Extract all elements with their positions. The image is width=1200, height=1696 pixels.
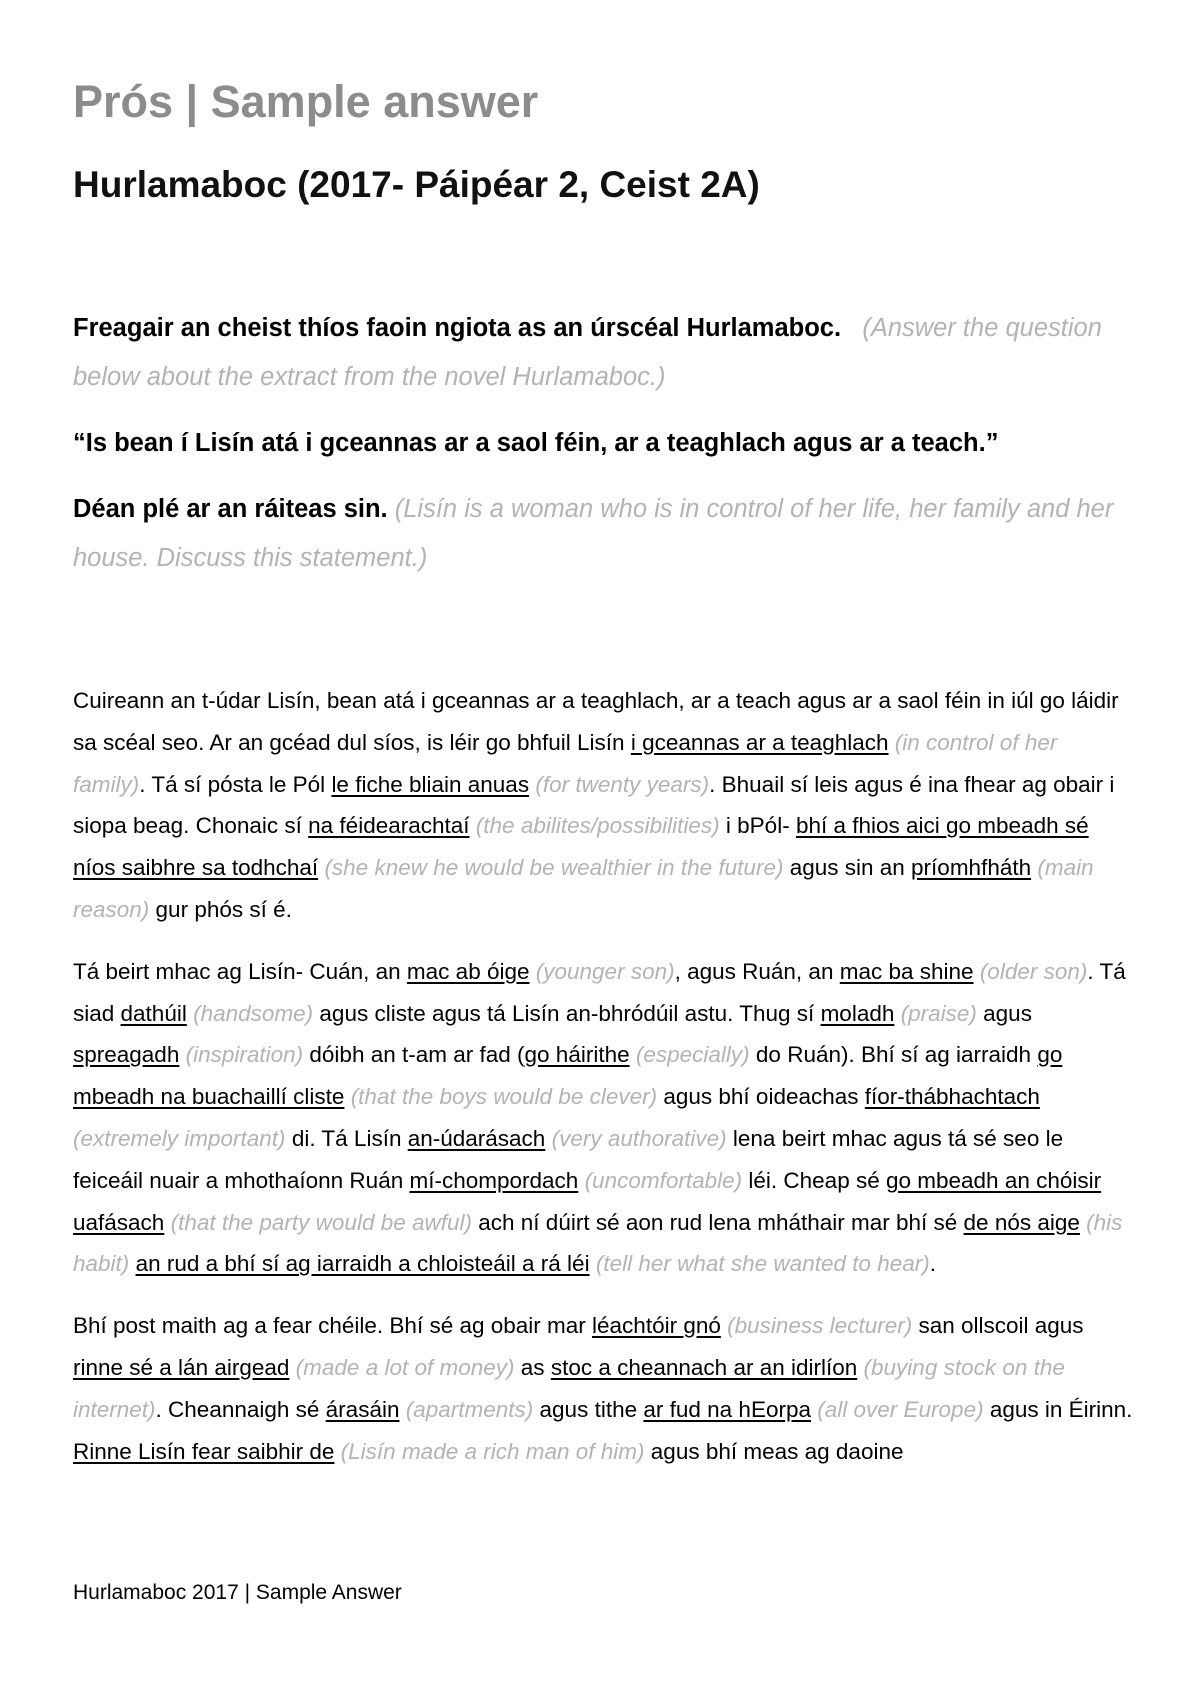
answer-text: . Tá sí pósta le Pól [139, 771, 332, 797]
answer-text: agus sin an [783, 855, 912, 881]
key-phrase: i gceannas ar a teaghlach [630, 729, 889, 755]
phrase-translation: (apartments) [405, 1396, 534, 1422]
page-footer: Hurlamaboc 2017 | Sample Answer [73, 1581, 402, 1604]
key-phrase: de nós aige [963, 1209, 1080, 1235]
answer-text: . Cheannaigh sé [155, 1396, 326, 1422]
key-phrase: mac ba shine [839, 958, 974, 984]
answer-text: san ollscoil agus [912, 1313, 1084, 1339]
phrase-translation: (business lecturer) [727, 1313, 913, 1339]
answer-text: Tá beirt mhac ag Lisín- Cuán, an [73, 958, 407, 984]
key-phrase: príomhfháth [911, 855, 1032, 881]
answer-text: agus cliste agus tá Lisín an-bhródúil astu. Thug sí [313, 1000, 821, 1026]
phrase-translation: (younger son) [535, 958, 675, 984]
key-phrase: árasáin [325, 1396, 400, 1422]
question-instruction [73, 304, 1133, 402]
phrase-translation: (made a lot of money) [295, 1354, 515, 1380]
answer-text: lena beirt mhac agus tá sé seo le feiceáil nuair a mhothaíonn Ruán [73, 1125, 1064, 1193]
key-phrase: Rinne Lisín fear saibhir de [73, 1438, 335, 1464]
answer-paragraph-2 [73, 951, 1133, 1285]
answer-text: as [514, 1354, 551, 1380]
key-phrase: moladh [820, 1000, 895, 1026]
phrase-translation: (uncomfortable) [584, 1167, 743, 1193]
key-phrase: le fiche bliain anuas [331, 771, 530, 797]
key-phrase: an rud a bhí sí ag iarraidh a chloisteáil a rá léi [135, 1251, 590, 1277]
phrase-translation: (main reason) [73, 855, 1094, 922]
answer-text: . Tá siad [73, 958, 1126, 1026]
answer-text: Cuireann an t-údar Lisín, bean atá i gceannas ar a teaghlach, ar a teach agus ar a saol féin in iúl go láidir sa scéal seo. Ar an gcéad dul síos, is léir go bhfuil Lisín [73, 688, 1119, 755]
page-content [73, 70, 1133, 1472]
phrase-translation: (tell her what she wanted to hear) [595, 1251, 930, 1277]
phrase-translation: (extremely important) [73, 1125, 286, 1151]
key-phrase: an-údarásach [407, 1125, 546, 1151]
key-phrase: bhí a fhios aici go mbeadh sé níos saibhre sa todhchaí [73, 813, 1089, 881]
page-title: Prós | Sample answer [73, 76, 539, 127]
phrase-translation: (the abilites/possibilities) [475, 813, 720, 839]
quote-text: “Is bean í Lisín atá i gceannas ar a saol féin, ar a teaghlach agus ar a teach.” [73, 429, 999, 457]
answer-text: léi. Cheap sé [742, 1167, 886, 1193]
task-irish: Déan plé ar an ráiteas sin. [73, 495, 388, 523]
answer-text: agus in Éirinn. [983, 1396, 1133, 1422]
key-phrase: léachtóir gnó [592, 1313, 721, 1339]
key-phrase: ar fud na hEorpa [643, 1396, 811, 1422]
phrase-translation: (all over Europe) [817, 1396, 984, 1422]
key-phrase: mí-chompordach [409, 1167, 579, 1193]
phrase-translation: (for twenty years) [535, 771, 710, 797]
answer-text: do Ruán). Bhí sí ag iarraidh [749, 1042, 1038, 1068]
key-phrase: rinne sé a lán airgead [73, 1354, 290, 1380]
answer-paragraph-1 [73, 680, 1133, 931]
key-phrase: dathúil [120, 1000, 187, 1026]
key-phrase: stoc a cheannach ar an idirlíon [550, 1354, 858, 1380]
phrase-translation: (very authorative) [551, 1125, 727, 1151]
phrase-translation: (his habit) [73, 1209, 1123, 1277]
question-quote [73, 419, 1133, 468]
answer-text: i bPól- [719, 813, 796, 839]
phrase-translation: (inspiration) [185, 1042, 304, 1068]
phrase-translation: (she knew he would be wealthier in the future) [324, 855, 784, 881]
answer-text: . Bhuail sí leis agus é ina fhear ag obair i siopa beag. Chonaic sí [73, 771, 1115, 839]
phrase-translation: (buying stock on the internet) [73, 1354, 1065, 1422]
phrase-translation: (handsome) [193, 1000, 314, 1026]
question-task [73, 485, 1133, 583]
phrase-translation: (that the boys would be clever) [350, 1084, 658, 1110]
phrase-translation: (Lisín made a rich man of him) [340, 1438, 645, 1464]
answer-text: agus tithe [533, 1396, 644, 1422]
answer-text: , agus Ruán, an [674, 958, 840, 984]
instruction-translation: (Answer the question below about the extract from the novel Hurlamaboc.) [73, 314, 1102, 391]
instruction-irish: Freagair an cheist thíos faoin ngiota as an úrscéal Hurlamaboc. [73, 314, 842, 342]
answer-text: di. Tá Lisín [285, 1125, 408, 1151]
answer-paragraph-3 [73, 1305, 1133, 1472]
key-phrase: fíor-thábhachtach [864, 1084, 1040, 1110]
phrase-translation: (that the party would be awful) [170, 1209, 473, 1235]
phrase-translation: (in control of her family) [73, 729, 1058, 797]
answer-text: agus bhí oideachas [657, 1084, 865, 1110]
page-subtitle: Hurlamaboc (2017- Páipéar 2, Ceist 2A) [73, 164, 760, 205]
answer-text: dóibh an t-am ar fad ( [303, 1042, 525, 1068]
answer-text: . [929, 1251, 937, 1277]
key-phrase: na féidearachtaí [308, 813, 470, 839]
phrase-translation: (especially) [635, 1042, 750, 1068]
task-translation: (Lisín is a woman who is in control of her life, her family and her house. Discuss this statement.) [73, 495, 1114, 572]
key-phrase: spreagadh [73, 1042, 180, 1068]
phrase-translation: (praise) [900, 1000, 977, 1026]
phrase-translation: (older son) [979, 958, 1088, 984]
answer-text: agus [976, 1000, 1032, 1026]
key-phrase: go mbeadh an chóisir uafásach [73, 1167, 1102, 1235]
answer-text: Bhí post maith ag a fear chéile. Bhí sé ag obair mar [73, 1313, 593, 1339]
answer-text: gur phós sí é. [149, 896, 292, 922]
key-phrase: go háirithe [524, 1042, 630, 1068]
answer-text: ach ní dúirt sé aon rud lena mháthair mar bhí sé [472, 1209, 964, 1235]
key-phrase: go mbeadh na buachaillí cliste [73, 1042, 1063, 1110]
answer-text: agus bhí meas ag daoine [644, 1438, 904, 1464]
key-phrase: mac ab óige [406, 958, 530, 984]
